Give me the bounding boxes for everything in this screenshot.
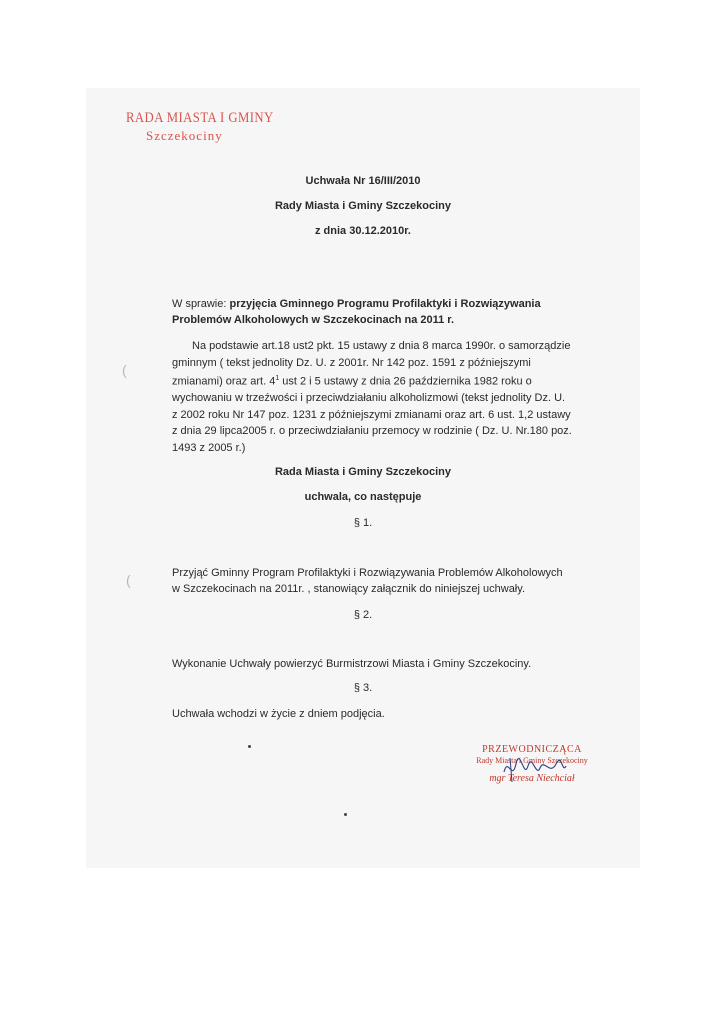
council-stamp	[126, 110, 300, 144]
section-1-text: Przyjąć Gminny Program Profilaktyki i Rozwiązywania Problemów Alkoholowych w Szczekocinach na 2011r. , stanowiący załącznik do niniejszej uchwały.	[172, 567, 563, 595]
resolves-line2: uchwala, co następuje	[304, 491, 422, 503]
section-3-number: § 3.	[353, 682, 373, 694]
resolution-body: Rady Miasta i Gminy Szczekociny	[274, 200, 452, 212]
stamp-line2: Szczekociny	[146, 128, 223, 143]
punch-hole-mark: (	[126, 572, 131, 588]
subject	[172, 296, 572, 328]
speck	[344, 813, 347, 816]
resolves-line1: Rada Miasta i Gminy Szczekociny	[274, 466, 452, 478]
legal-basis	[172, 338, 572, 456]
legal-basis-part1: Na podstawie art.18 ust2 pkt. 15 ustawy z dnia 8 marca 1990r. o samorządzie gminnym ( tekst jednolity Dz. U. z 2001r. Nr 142 poz. 1591 z późniejszymi zmianami) oraz art. 4	[172, 340, 571, 388]
signature-title: PRZEWODNICZĄCA	[482, 744, 582, 755]
signature-name: mgr Teresa Niechciał	[489, 773, 575, 784]
legal-basis-sup: 1	[275, 375, 280, 382]
section-2-text: Wykonanie Uchwały powierzyć Burmistrzowi Miasta i Gminy Szczekociny.	[172, 658, 532, 670]
legal-basis-part2: ust 2 i 5 ustawy z dnia 26 października 1982 roku o wychowaniu w trzeźwości i przeciwdziałaniu alkoholizmowi (tekst jednolity Dz. U. z 2002 roku Nr 147 poz. 1231 z późniejszymi zmianami oraz art. 6 ust. 1,2 ustawy z dnia 29 lipca2005 r. o przeciwdziałaniu przemocy w rodzinie ( Dz. U. Nr.180 poz. 1493 z 2005 r.)	[172, 375, 572, 454]
punch-hole-mark: (	[122, 362, 127, 378]
signature-body: Rady Miasta i Gminy Szczekociny	[476, 756, 588, 765]
section-2-number: § 2.	[353, 609, 373, 621]
signature-stamp	[462, 744, 602, 784]
stamp-line1: RADA MIASTA I GMINY	[126, 110, 274, 126]
section-3-text: Uchwała wchodzi w życie z dniem podjęcia.	[172, 708, 385, 720]
section-1-number: § 1.	[353, 517, 373, 529]
subject-text: przyjęcia Gminnego Programu Profilaktyki i Rozwiązywania Problemów Alkoholowych w Szczekocinach na 2011 r.	[172, 298, 541, 326]
resolution-date: z dnia 30.12.2010r.	[314, 225, 411, 237]
resolution-title: Uchwała Nr 16/III/2010	[305, 175, 421, 187]
speck	[248, 745, 251, 748]
subject-prefix: W sprawie:	[172, 298, 230, 310]
handwritten-signature	[500, 752, 570, 786]
